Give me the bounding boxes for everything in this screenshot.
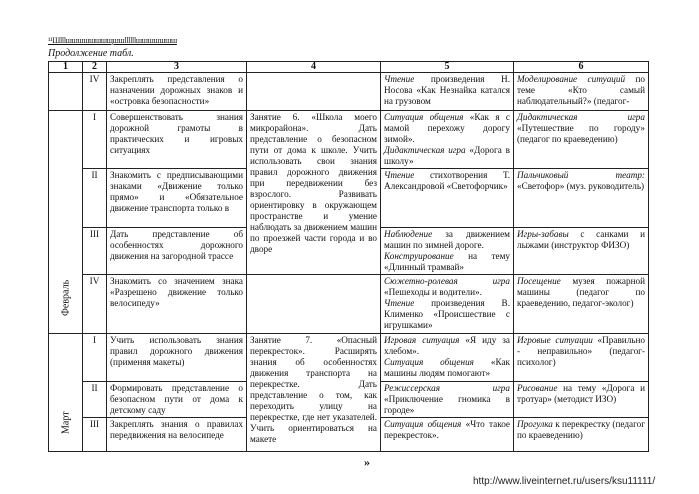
goal-cell: Учить использовать знания правил дорожного движения (применяя макеты)	[107, 334, 247, 382]
week-cell: IV	[83, 275, 107, 334]
joint-activity-cell	[514, 169, 649, 228]
activity-type: Ситуация общения	[384, 112, 464, 122]
goal-cell: Закреплять представления о назначении дорожных знаков и «островка безопасности»	[107, 73, 247, 111]
activity-type: Конструирование	[384, 251, 454, 261]
activity-cell	[381, 169, 514, 228]
activity-cell	[381, 73, 514, 111]
activity-text: «Как машины людям помогают»	[384, 357, 510, 378]
month-cell-march	[49, 334, 83, 452]
week-cell: III	[83, 228, 107, 275]
activity-type: Сюжетно-ролевая игра	[384, 276, 510, 286]
activity-type: Дидактическая игра	[384, 145, 466, 155]
table-row	[49, 275, 649, 334]
activity-text: «Я иду за хлебом».	[384, 335, 510, 356]
activity-cell	[381, 111, 514, 169]
week-cell: II	[83, 382, 107, 418]
table-row	[49, 334, 649, 382]
col-number: 2	[83, 62, 107, 73]
col-number: 6	[514, 62, 649, 73]
activity-type: Режиссерская игра	[384, 383, 510, 393]
activity-type: Игровые ситуации	[517, 335, 593, 345]
col-number: 4	[247, 62, 381, 73]
month-cell-february	[49, 111, 83, 334]
activity-text: за движением машин по зимней дороге.	[384, 229, 510, 250]
col-number: 5	[381, 62, 514, 73]
activity-cell	[381, 334, 514, 382]
activity-text: «Приключение гномика в городе»	[384, 394, 510, 415]
activity-cell	[381, 275, 514, 334]
continuation-label: Продолжение табл.	[48, 48, 134, 59]
goal-cell: Формировать представление о безопасном пути от дома к детскому саду	[107, 382, 247, 418]
activity-cell	[381, 418, 514, 452]
joint-activity-cell	[514, 334, 649, 382]
activity-text: к перекрестку (педагог по краеведению)	[517, 419, 645, 440]
activity-type: Рисование	[517, 383, 558, 393]
lesson-cell-empty	[247, 275, 381, 334]
activity-text: музея пожарной машины (педагог по краеведению, педагог-эколог)	[517, 276, 645, 308]
activity-type: Прогулка	[517, 419, 553, 429]
month-cell-empty	[49, 73, 83, 111]
activity-cell	[381, 382, 514, 418]
activity-text: произведения Н. Носова «Как Незнайка катался на грузовом	[384, 74, 510, 106]
week-cell: II	[83, 169, 107, 228]
col-number: 1	[49, 62, 83, 73]
activity-text: «Путешествие по городу» (педагог по краеведению)	[517, 123, 645, 144]
activity-text: «Светофор» (муз. руководитель)	[517, 181, 645, 191]
lesson-cell-7: Занятие 7. «Опасный перекресток». Расширять знания об особенностях движения транспорта на перекрестке. Дать представление о том, как переходить улицу на перекрестке, где нет указателей. Учить ориентироваться на макете	[247, 334, 381, 452]
activity-type: Ситуация общения	[384, 357, 474, 367]
activity-type: Пальчиковый театр:	[517, 170, 645, 180]
activity-text: «Как я с мамой перехожу дорогу зимой».	[384, 112, 511, 144]
joint-activity-cell	[514, 111, 649, 169]
activity-text: «Пешеходы и водители».	[384, 287, 482, 297]
table-row	[49, 73, 649, 111]
goal-cell: Дать представление об особенностях дорожного движения на загородной трассе	[107, 228, 247, 275]
watermark-url: http://www.liveinternet.ru/users/ksu11111/	[473, 476, 656, 487]
joint-activity-cell	[514, 73, 649, 111]
activity-text: с санками и лыжами (инструктор ФИЗО)	[517, 229, 645, 250]
joint-activity-cell	[514, 382, 649, 418]
activity-text: по теме «Кто самый наблюдательный?» (педагог-	[517, 74, 645, 106]
activity-type: Ситуация общения	[384, 419, 462, 429]
joint-activity-cell	[514, 275, 649, 334]
activity-type: Чтение	[384, 74, 415, 84]
garbled-header-line: ¹¹Шlllшшшшшшшщшшllllllшшшшшшш	[48, 36, 177, 45]
goal-cell: Совершенствовать знания дорожной грамоты в практических и игровых ситуациях	[107, 111, 247, 169]
activity-type: Моделирование ситуаций	[517, 74, 626, 84]
joint-activity-cell	[514, 418, 649, 452]
activity-text: стихотворения Т. Александровой «Светофорчик»	[384, 170, 510, 191]
activity-text: произведения В. Клименко «Происшествие с игрушками»	[384, 298, 510, 330]
activity-text: на тему «Длинный трамвай»	[384, 251, 510, 272]
activity-cell	[381, 228, 514, 275]
activity-type: Чтение	[384, 170, 415, 180]
lesson-cell-empty	[247, 73, 381, 111]
activity-text: на тему «Дорога и тротуар» (методист ИЗО)	[517, 383, 645, 404]
goal-cell: Знакомить с предписывающими знаками «Движение только прямо» и «Обязательное движение транспорта только в	[107, 169, 247, 228]
month-label: Февраль	[60, 279, 71, 316]
goal-cell: Знакомить со значением знака «Разрешено движение только велосипеду»	[107, 275, 247, 334]
activity-type: Дидактическая игра	[517, 112, 645, 122]
activity-type: Игровая ситуация	[384, 335, 460, 345]
activity-type: Посещение	[517, 276, 561, 286]
activity-text: «Правильно - неправильно» (педагог-психолог)	[517, 335, 645, 367]
activity-text: «Дорога в школу»	[384, 145, 510, 166]
activity-type: Игры-забавы	[517, 229, 569, 239]
goal-cell: Закреплять знания о правилах передвижения на велосипеде	[107, 418, 247, 452]
week-cell: I	[83, 334, 107, 382]
month-label: Март	[60, 411, 71, 434]
col-number: 3	[107, 62, 247, 73]
week-cell: III	[83, 418, 107, 452]
joint-activity-cell	[514, 228, 649, 275]
column-numbers-row	[49, 62, 649, 73]
continuation-arrow: »	[364, 455, 370, 469]
week-cell: IV	[83, 73, 107, 111]
lesson-cell-6: Занятие 6. «Школа моего микрорайона». Дать представление о безопасном пути от дома к школе. Учить использовать свои знания правил дорожного движения при передвижении без взрослого. Развивать ориентировку в окружающем пространстве и умение наблюдать за движением машин по проезжей части города и во дворе	[247, 111, 381, 275]
week-cell: I	[83, 111, 107, 169]
plan-table	[48, 61, 649, 452]
activity-type: Наблюдение	[384, 229, 433, 239]
activity-type: Чтение	[384, 298, 415, 308]
table-row	[49, 111, 649, 169]
activity-text: «Что такое перекресток».	[384, 419, 510, 440]
